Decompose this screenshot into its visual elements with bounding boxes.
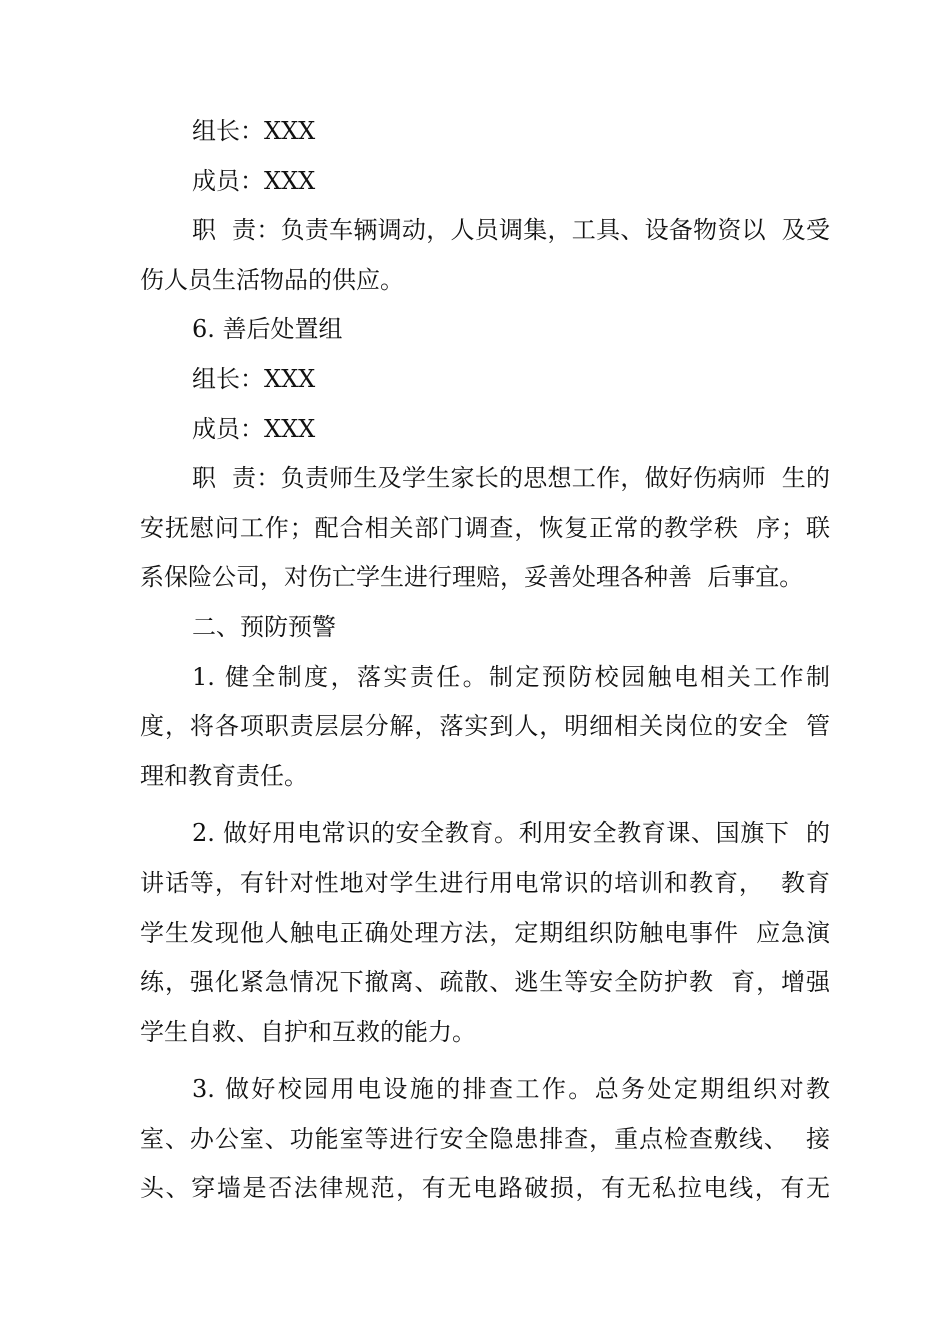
paragraph-line: 成员：XXX [192,414,316,443]
paragraph-line: 组长：XXX [192,364,316,393]
paragraph-line: 学生发现他人触电正确处理方法，定期组织防触电事件 应急演 [140,918,830,947]
paragraph-line: 成员：XXX [192,166,316,195]
paragraph-line: 伤人员生活物品的供应。 [140,265,404,294]
paragraph-gap [140,1057,830,1065]
section-heading: 6. 善后处置组 [192,315,343,344]
paragraph-line: 练，强化紧急情况下撤离、疏散、逃生等安全防护教 育，增强 [140,968,830,997]
paragraph-line: 系保险公司，对伤亡学生进行理赔，妥善处理各种善 后事宜。 [140,563,804,592]
paragraph-line: 室、办公室、功能室等进行安全隐患排查，重点检查敷线、 接 [140,1124,830,1153]
paragraph-line: 理和教育责任。 [140,761,308,790]
paragraph-line: 学生自救、自护和互救的能力。 [140,1017,476,1046]
paragraph-line: 职 责：负责车辆调动，人员调集，工具、设备物资以 及受 [192,216,830,245]
paragraph-line: 1. 健全制度，落实责任。制定预防校园触电相关工作制 [192,662,830,691]
paragraph-line: 讲话等，有针对性地对学生进行用电常识的培训和教育， 教育 [140,868,830,897]
paragraph-line: 3. 做好校园用电设施的排查工作。总务处定期组织对教 [192,1075,830,1104]
section-heading: 二、预防预警 [192,612,336,641]
document-body [140,107,830,1214]
paragraph-line: 组长：XXX [192,117,316,145]
paragraph-line: 职 责：负责师生及学生家长的思想工作，做好伤病师 生的 [192,464,830,493]
paragraph-line: 度，将各项职责层层分解，落实到人，明细相关岗位的安全 管 [140,712,830,741]
paragraph-line: 头、穿墙是否法律规范，有无电路破损，有无私拉电线，有无 [140,1174,830,1203]
paragraph-gap [140,801,830,809]
paragraph-line: 安抚慰问工作；配合相关部门调查，恢复正常的教学秩 序；联 [140,513,830,542]
paragraph-line: 2. 做好用电常识的安全教育。利用安全教育课、国旗下 的 [192,819,830,848]
